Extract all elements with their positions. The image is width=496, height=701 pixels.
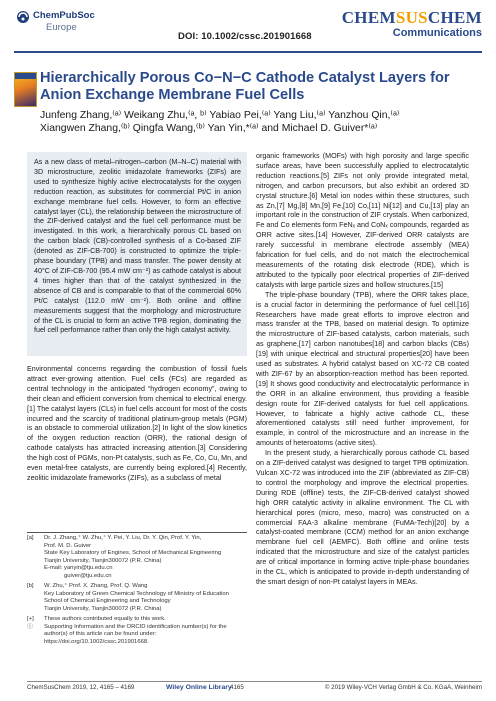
footnote-equal-contribution — [27, 616, 247, 624]
footnote-text: These authors contributed equally to this work. — [44, 616, 166, 622]
footer-citation: ChemSusChem 2019, 12, 4165 – 4169 — [27, 684, 135, 691]
supporting-info-link[interactable]: https://doi.org/10.1002/cssc.201901668. — [44, 638, 149, 645]
footnote-line: Supporting Information and the ORCID identification number(s) for the — [44, 623, 227, 630]
footnote-line: author(s) of this article can be found under: — [44, 631, 157, 637]
footnote-text — [44, 583, 229, 613]
footnote-line: W. Zhu,⁺ Prof. X. Zhang, Prof. Q. Wang — [44, 583, 148, 589]
footnote-key: [+] — [27, 616, 34, 622]
footnote-key: [b] — [27, 583, 34, 589]
affiliation-footnotes — [27, 535, 247, 646]
journal-title-part: CHEM — [427, 8, 482, 27]
journal-title-part: SUS — [395, 8, 428, 27]
footnote-affiliation-a — [27, 535, 247, 580]
footnote-line: Prof. M. D. Guiver — [44, 542, 92, 549]
journal-header — [342, 8, 482, 39]
footnote-line: School of Chemical Engineering and Technology — [44, 598, 171, 604]
body-paragraph: Environmental concerns regarding the combustion of fossil fuels attract ever-growing attention. Fuel cells (FCs) are regarded as central technology in the anticipated “hydrogen economy”, owing to their clean and efficient conversion from chemical to electrical energy.[1] The catalyst layers (CLs) in fuel cells account for most of the costs incurred and the scarcity of traditional platinum-group metals (PGM) is an obstacle to commercial utilization.[2] In light of the slow kinetics of the oxygen reduction reaction (ORR), the rational design of cathode catalysts has attracted increasing attention.[3] Considering the high cost of PGMs, non-Pt catalysts, such as Fe, Co, Cu, Mn, and even metal-free catalysts, are currently being explored.[4] Recently, zeolitic imidazolate frameworks (ZIFs), as a subclass of metal — [27, 365, 247, 482]
body-column-left — [27, 365, 247, 484]
abstract-text: As a new class of metal–nitrogen–carbon (M–N–C) material with 3D microstructure, zeolitic imidazolate frameworks (ZIFs) are used to synthesize highly active electrocatalysts for the oxygen reduction reaction, as substitutes for commercial Pt/C in anion exchange membrane fuel cells. However, to form an effective catalyst layer (CL), the relationship between the microstructure of the ZIF-derived catalyst and the fuel cell performance must be investigated. In this work, a hierarchically porous CL based on the carbon black (CB)-controlled synthesis of a Co-based ZIF (denoted as ZIF-CB-700) is constructed to optimize the triple-phase boundary (TPB) and mass transfer. The power density at 40°C of ZIF-CB-700 (95.4 mW cm⁻²) as cathode catalyst is about 4 times higher than that of the catalyst synthesized in the absence of CB and is comparable to that of the commercial 60% Pt/C catalyst (112.0 mW cm⁻²). Both online and offline measurements suggest that the morphology and microstructure of the CL is crucial to form an active TPB region, dominating the fuel cell performance rather than only the high catalyst activity. — [34, 158, 241, 335]
cover-band — [15, 73, 36, 79]
abstract — [27, 152, 247, 356]
publisher-logo — [16, 10, 116, 44]
footnote-supporting-info — [27, 624, 247, 647]
footer-wiley-online-library-link[interactable]: Wiley Online Library — [166, 684, 232, 691]
footnote-key: [a] — [27, 535, 34, 541]
footer-copyright: © 2019 Wiley-VCH Verlag GmbH & Co. KGaA, Weinheim — [324, 684, 482, 691]
footnote-text — [44, 535, 221, 580]
footnote-line: Tianjin University, Tianjin300072 (P.R. China) — [44, 605, 162, 612]
footnote-email[interactable]: E-mail: yanyin@tju.edu.cn — [44, 565, 113, 571]
author-list — [40, 109, 480, 135]
author-line: Xiangwen Zhang,⁽ᵇ⁾ Qingfa Wang,⁽ᵇ⁾ Yan Yin,*⁽ᵃ⁾ and Michael D. Guiver*⁽ᵃ⁾ — [40, 123, 378, 134]
footer-divider — [27, 681, 482, 682]
journal-section: Communications — [392, 27, 482, 39]
chempubsoc-logo-icon — [16, 10, 30, 24]
article-title: Hierarchically Porous Co−N−C Cathode Catalyst Layers for Anion Exchange Membrane Fuel Cells — [40, 70, 450, 103]
publisher-name: ChemPubSoc — [33, 10, 95, 21]
footnote-text — [44, 624, 227, 647]
journal-title — [342, 8, 482, 28]
footnote-affiliation-b — [27, 583, 247, 613]
body-paragraph: The triple-phase boundary (TPB), where the ORR takes place, is a crucial factor in determining the performance of fuel cell.[16] Researchers have made great efforts to improve electron and mass transfer at the TPB, based on material design. To optimize the microstructure of ZIF-based catalysts, carbon materials, such as graphene,[17] carbon nanotubes[18] and carbon blacks (CBs)[19] with unique electrical and structural properties[20] have been used as substrates. A hybrid catalyst based on XC-72 CB coated with ZIF-67 by an absorption-reaction method has been reported.[19] It shows good conductivity and electrocatalytic performance in the ORR in an alkaline environment, thus providing a feasible design route for ZIF-derived catalysts for fuel cell applications. However, to fabricate a highly active cathode CL, these aforementioned catalysts still need further improvement, for example, in control of the microstructure and an increase in the amounts of heteroatoms (active sites). — [256, 290, 469, 448]
article-doi[interactable]: DOI: 10.1002/cssc.201901668 — [178, 31, 312, 42]
body-column-right — [256, 152, 469, 588]
footnote-line: Dr. J. Zhang,⁺ W. Zhu,⁺ Y. Pei, Y. Liu, Dr. Y. Qin, Prof. Y. Yin, — [44, 535, 202, 541]
author-line: Junfeng Zhang,⁽ᵃ⁾ Weikang Zhu,⁽ᵃ, ᵇ⁾ Yabiao Pei,⁽ᵃ⁾ Yang Liu,⁽ᵃ⁾ Yanzhou Qin,⁽ᵃ⁾ — [40, 110, 400, 121]
journal-title-part: CHEM — [341, 8, 396, 27]
footnote-line: Key Laboratory of Green Chemical Technology of Ministry of Education — [44, 590, 229, 597]
header-divider — [14, 51, 482, 53]
footer-page-number: 4165 — [230, 684, 244, 691]
body-paragraph: In the present study, a hierarchically porous cathode CL based on a ZIF-derived catalyst was designed to target TPB optimization. Vulcan XC-72 was introduced into the ZIF (abbreviated as ZIF-CB) to control the morphology and improve the electrical properties. During RDE (offline) tests, the ZIF-CB-derived catalyst showed high ORR catalytic activity in alkaline environment. The CL with hierarchical pores (micro, meso, macro) was constructed on a commercial FAA-3 alkaline membrane (FuMA-Tech)[20] by a catalyst-coated membrane (CCM) method for an anion exchange membrane fuel cell (AEMFC). Both offline and online tests indicated that the microstructure and size of the catalyst particles are of critical importance in forming active triple-phase boundaries in the CL, which is anticipated to provide in-depth understanding of the smart design of non-Pt catalyst layers in MEAs. — [256, 449, 469, 586]
footnote-line: Tianjin University, Tianjin300072 (P.R. China) — [44, 557, 162, 564]
footnote-line: State Key Laboratory of Engines, School of Mechanical Engineering — [44, 550, 222, 556]
journal-cover-thumbnail — [14, 72, 37, 107]
footnote-email[interactable]: guiver@tju.edu.cn — [64, 572, 112, 579]
body-paragraph: organic frameworks (MOFs) with high porosity and large specific surface areas, have been successfully applied to electrocatalytic reduction reactions.[5] ZIFs not only provide integrated metal, nitrogen, and carbon precursors, but also exhibit an ordered 3D crystal structure.[6] Metal ion nodes within these structures, such as Zn,[7] Mg,[8] Mn,[9] Fe,[10] Co,[11] Ni[12] and Cu,[13] play an important role in the construction of ZIF crystals. When carbonized, Fe and Co elements form FeNₓ and CoNₓ compounds, regarded as ORR active sites.[14] However, ZIF-derived ORR catalysts are rarely successful in membrane electrode assembly (MEA) fabrication for fuel cells, and do not match the electrochemical measurements of the rotating disk electrode (RDE), which is attributed to the typically poor electrical properties of ZIF-derived catalysts with large particle sizes and hollow structures.[15] — [256, 152, 469, 289]
footnote-divider — [27, 532, 247, 533]
supporting-info-icon: ⓘ — [27, 623, 33, 630]
publisher-region: Europe — [46, 22, 77, 33]
